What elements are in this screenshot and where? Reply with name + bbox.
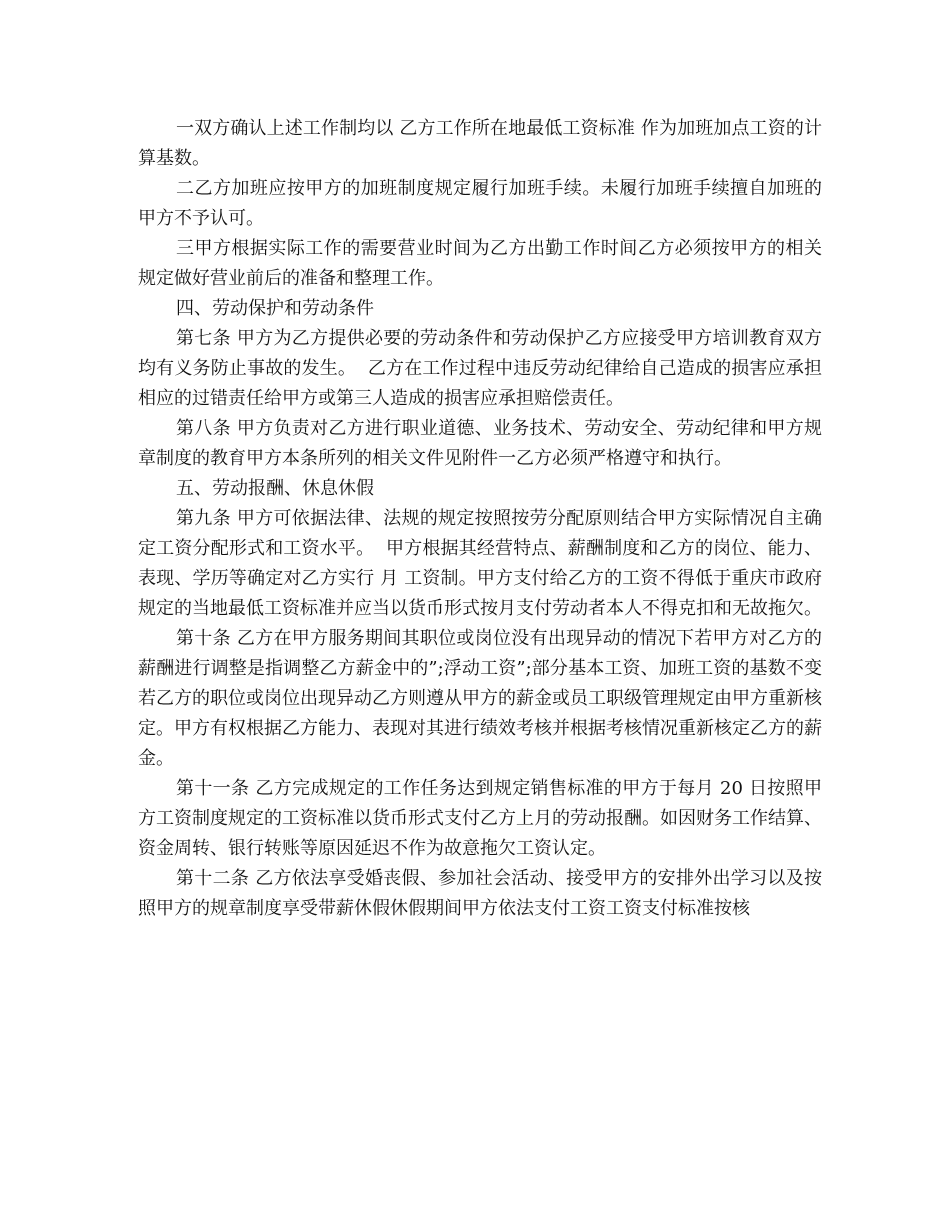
document-page [138,114,822,924]
section-heading-remuneration: 五、劳动报酬、休息休假 [176,478,374,499]
section-heading-labor-protection: 四、劳动保护和劳动条件 [176,298,374,319]
article-7: 第七条 甲方为乙方提供必要的劳动条件和劳动保护乙方应接受甲方培训教育双方均有义务防止事故的发生。 乙方在工作过程中违反劳动纪律给自己造成的损害应承担相应的过错责任给甲方或第三人造成的损害应承担赔偿责任。 [138,328,822,409]
paragraph-business-hours: 三甲方根据实际工作的需要营业时间为乙方出勤工作时间乙方必须按甲方的相关规定做好营业前后的准备和整理工作。 [138,238,822,289]
article-10: 第十条 乙方在甲方服务期间其职位或岗位没有出现异动的情况下若甲方对乙方的薪酬进行调整是指调整乙方薪金中的”;浮动工资”;部分基本工资、加班工资的基数不变若乙方的职位或岗位出现异动乙方则遵从甲方的薪金或员工职级管理规定由甲方重新核定。甲方有权根据乙方能力、表现对其进行绩效考核并根据考核情况重新核定乙方的薪金。 [138,628,822,769]
paragraph-overtime-procedure: 二乙方加班应按甲方的加班制度规定履行加班手续。未履行加班手续擅自加班的甲方不予认可。 [138,178,822,229]
article-8: 第八条 甲方负责对乙方进行职业道德、业务技术、劳动安全、劳动纪律和甲方规章制度的教育甲方本条所列的相关文件见附件一乙方必须严格遵守和执行。 [138,418,822,469]
article-12: 第十二条 乙方依法享受婚丧假、参加社会活动、接受甲方的安排外出学习以及按照甲方的规章制度享受带薪休假休假期间甲方依法支付工资工资支付标准按核 [138,868,822,919]
article-11: 第十一条 乙方完成规定的工作任务达到规定销售标准的甲方于每月 20 日按照甲方工资制度规定的工资标准以货币形式支付乙方上月的劳动报酬。如因财务工作结算、资金周转、银行转账等原因延迟不作为故意拖欠工资认定。 [138,778,822,859]
article-9: 第九条 甲方可依据法律、法规的规定按照按劳分配原则结合甲方实际情况自主确定工资分配形式和工资水平。 甲方根据其经营特点、薪酬制度和乙方的岗位、能力、表现、学历等确定对乙方实行 月 工资制。甲方支付给乙方的工资不得低于重庆市政府规定的当地最低工资标准并应当以货币形式按月支付劳动者本人不得克扣和无故拖欠。 [138,508,822,619]
paragraph-overtime-base: 一双方确认上述工作制均以 乙方工作所在地最低工资标准 作为加班加点工资的计算基数。 [138,118,822,169]
